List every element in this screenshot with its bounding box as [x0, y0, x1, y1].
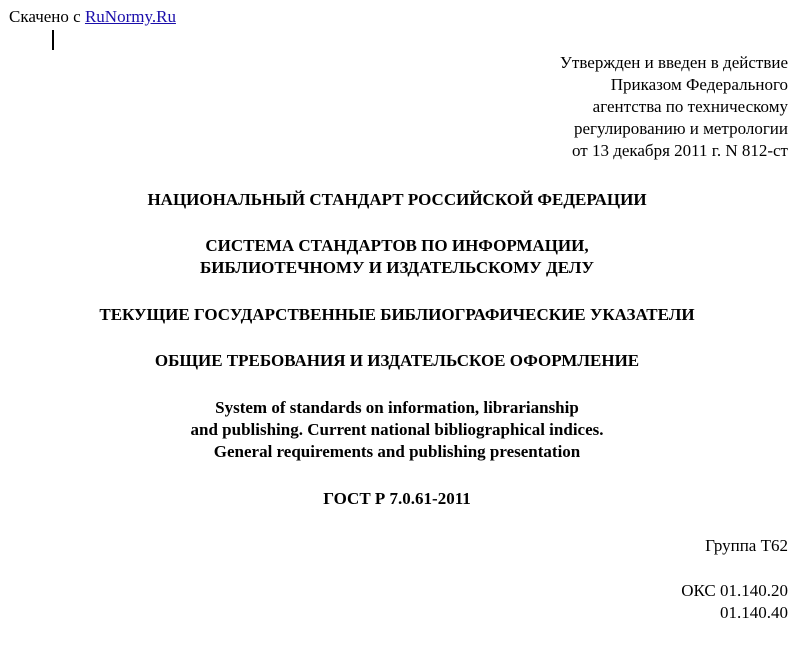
download-prefix: Скачено с [9, 7, 85, 26]
runormy-link[interactable]: RuNormy.Ru [84, 7, 176, 26]
system-title-line: БИБЛИОТЕЧНОМУ И ИЗДАТЕЛЬСКОМУ ДЕЛУ [200, 258, 594, 277]
download-source-line [9, 6, 176, 28]
current-indices-title [0, 304, 794, 326]
system-standards-title [0, 235, 794, 279]
approval-line: регулированию и метрологии [573, 119, 788, 138]
current-indices-heading: ТЕКУЩИЕ ГОСУДАРСТВЕННЫЕ БИБЛИОГРАФИЧЕСКИЕ УКАЗАТЕЛИ [99, 305, 695, 324]
english-title-line: General requirements and publishing presentation [213, 442, 581, 461]
system-title-line: СИСТЕМА СТАНДАРТОВ ПО ИНФОРМАЦИИ, [205, 236, 589, 255]
national-standard-heading: НАЦИОНАЛЬНЫЙ СТАНДАРТ РОССИЙСКОЙ ФЕДЕРАЦИИ [147, 190, 647, 209]
approval-block [368, 52, 788, 162]
oks-code [488, 580, 788, 624]
english-title-line: System of standards on information, librarianship [215, 398, 579, 417]
group-code [488, 535, 788, 557]
oks-code-line: ОКС 01.140.20 [681, 581, 788, 600]
approval-line: от 13 декабря 2011 г. N 812-ст [571, 141, 788, 160]
english-title-line: and publishing. Current national bibliographical indices. [190, 420, 604, 439]
general-requirements-heading: ОБЩИЕ ТРЕБОВАНИЯ И ИЗДАТЕЛЬСКОЕ ОФОРМЛЕНИЕ [154, 351, 640, 370]
approval-line: Приказом Федерального [610, 75, 788, 94]
approval-line: агентства по техническому [592, 97, 788, 116]
gost-number-text: ГОСТ Р 7.0.61-2011 [323, 489, 471, 508]
group-code-text: Группа Т62 [705, 536, 788, 555]
general-requirements-title [0, 350, 794, 372]
national-standard-title [0, 189, 794, 211]
text-cursor [52, 30, 54, 50]
oks-code-line: 01.140.40 [720, 603, 788, 622]
gost-number [0, 488, 794, 510]
approval-line: Утвержден и введен в действие [559, 53, 788, 72]
english-title [0, 397, 794, 463]
